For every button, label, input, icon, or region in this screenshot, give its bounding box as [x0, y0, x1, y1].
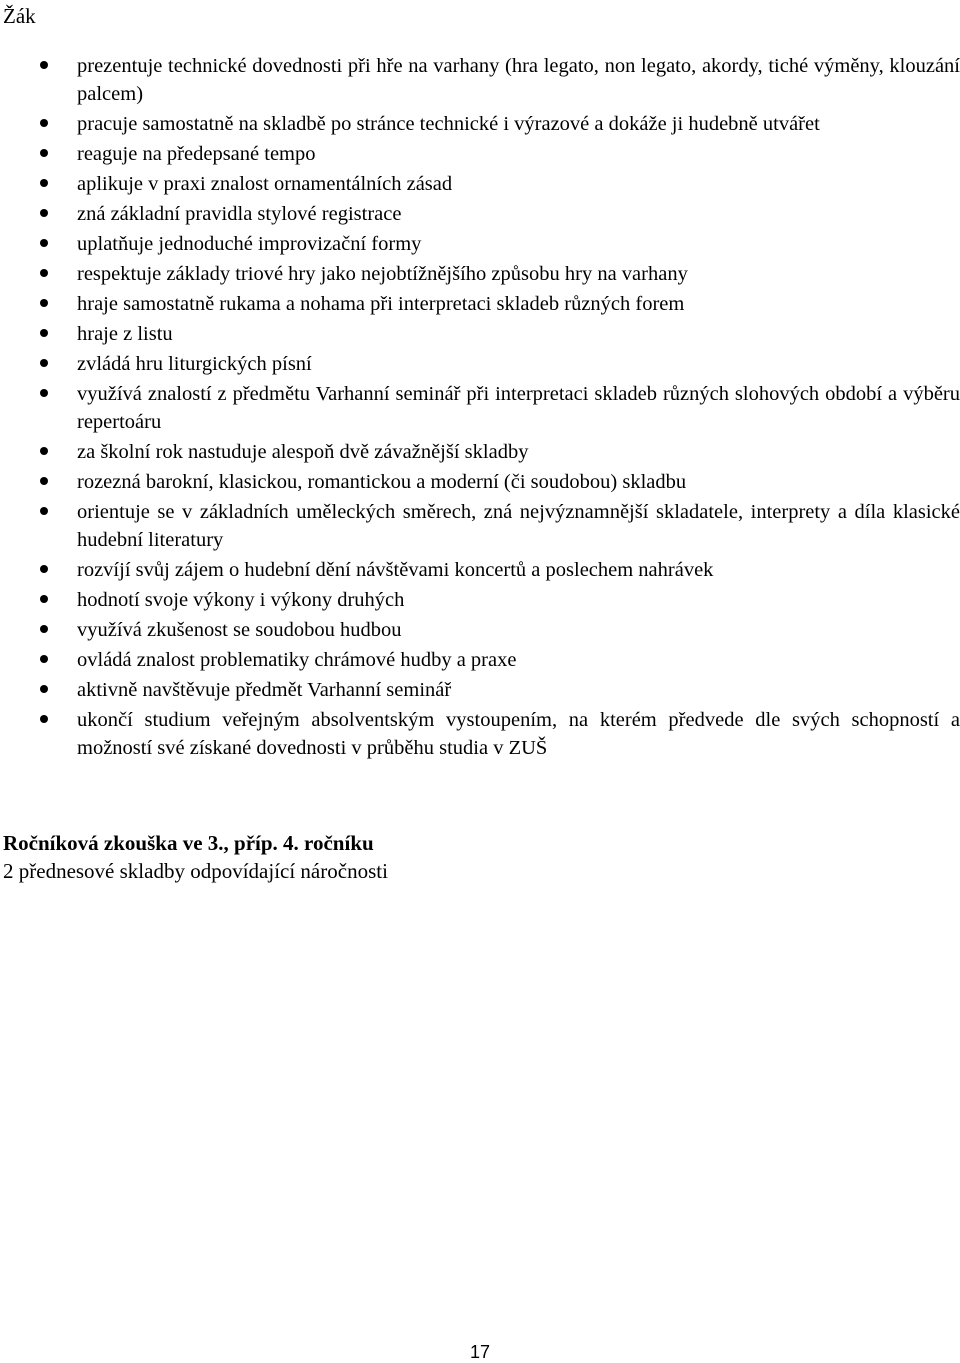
list-item-text: aplikuje v praxi znalost ornamentálních zásad	[77, 173, 453, 195]
list-item-text: zvládá hru liturgických písní	[77, 353, 312, 375]
list-item	[0, 498, 960, 554]
list-item	[0, 556, 960, 584]
outcomes-list	[0, 52, 960, 764]
list-item-text: uplatňuje jednoduché improvizační formy	[77, 233, 422, 255]
list-item-text: zná základní pravidla stylové registrace	[77, 203, 402, 225]
list-item	[0, 380, 960, 436]
bullet-icon	[40, 685, 48, 693]
list-item-text: pracuje samostatně na skladbě po stránce technické i výrazové a dokáže ji hudebně utvářet	[77, 113, 820, 135]
bullet-icon	[40, 149, 48, 157]
list-item	[0, 616, 960, 644]
bullet-icon	[40, 329, 48, 337]
list-item	[0, 468, 960, 496]
list-item-text: za školní rok nastuduje alespoň dvě závažnější skladby	[77, 441, 529, 463]
list-item	[0, 706, 960, 762]
list-item-text: využívá zkušenost se soudobou hudbou	[77, 619, 402, 641]
list-item-text: orientuje se v základních uměleckých směrech, zná nejvýznamnější skladatele, interprety a díla klasické hudební literatury	[77, 501, 960, 551]
section-heading: Žák	[3, 4, 36, 28]
list-item	[0, 290, 960, 318]
list-item	[0, 438, 960, 466]
list-item-text: respektuje základy triové hry jako nejobtížnějšího způsobu hry na varhany	[77, 263, 688, 285]
list-item-text: prezentuje technické dovednosti při hře na varhany (hra legato, non legato, akordy, tiché výměny, klouzání palcem)	[77, 55, 960, 105]
exam-title: Ročníková zkouška ve 3., příp. 4. ročníku	[3, 831, 374, 855]
bullet-icon	[40, 507, 48, 515]
list-item	[0, 320, 960, 348]
list-item	[0, 230, 960, 258]
bullet-icon	[40, 625, 48, 633]
list-item	[0, 110, 960, 138]
list-item-text: hodnotí svoje výkony i výkony druhých	[77, 589, 405, 611]
page-number: 17	[469, 1342, 491, 1362]
list-item-text: využívá znalostí z předmětu Varhanní seminář při interpretaci skladeb různých slohových období a výběru repertoáru	[77, 383, 960, 433]
list-item-text: hraje samostatně rukama a nohama při interpretaci skladeb různých forem	[77, 293, 685, 315]
list-item	[0, 350, 960, 378]
bullet-icon	[40, 359, 48, 367]
list-item	[0, 260, 960, 288]
bullet-icon	[40, 447, 48, 455]
bullet-icon	[40, 655, 48, 663]
exam-description: 2 přednesové skladby odpovídající náročnosti	[3, 859, 388, 883]
list-item-text: rozezná barokní, klasickou, romantickou a moderní (či soudobou) skladbu	[77, 471, 687, 493]
list-item-text: rozvíjí svůj zájem o hudební dění návštěvami koncertů a poslechem nahrávek	[77, 559, 714, 581]
list-item-text: hraje z listu	[77, 323, 173, 345]
list-item	[0, 200, 960, 228]
bullet-icon	[40, 61, 48, 69]
list-item	[0, 170, 960, 198]
bullet-icon	[40, 239, 48, 247]
bullet-icon	[40, 269, 48, 277]
list-item	[0, 586, 960, 614]
list-item	[0, 676, 960, 704]
bullet-icon	[40, 389, 48, 397]
bullet-icon	[40, 477, 48, 485]
list-item-text: ovládá znalost problematiky chrámové hudby a praxe	[77, 649, 517, 671]
list-item	[0, 140, 960, 168]
bullet-icon	[40, 179, 48, 187]
list-item	[0, 52, 960, 108]
bullet-icon	[40, 299, 48, 307]
bullet-icon	[40, 595, 48, 603]
bullet-icon	[40, 209, 48, 217]
bullet-icon	[40, 715, 48, 723]
bullet-icon	[40, 565, 48, 573]
bullet-icon	[40, 119, 48, 127]
list-item	[0, 646, 960, 674]
list-item-text: aktivně navštěvuje předmět Varhanní seminář	[77, 679, 452, 701]
list-item-text: ukončí studium veřejným absolventským vystoupením, na kterém předvede dle svých schopností a možností své získané dovednosti v průběhu studia v ZUŠ	[77, 709, 960, 759]
list-item-text: reaguje na předepsané tempo	[77, 143, 316, 165]
